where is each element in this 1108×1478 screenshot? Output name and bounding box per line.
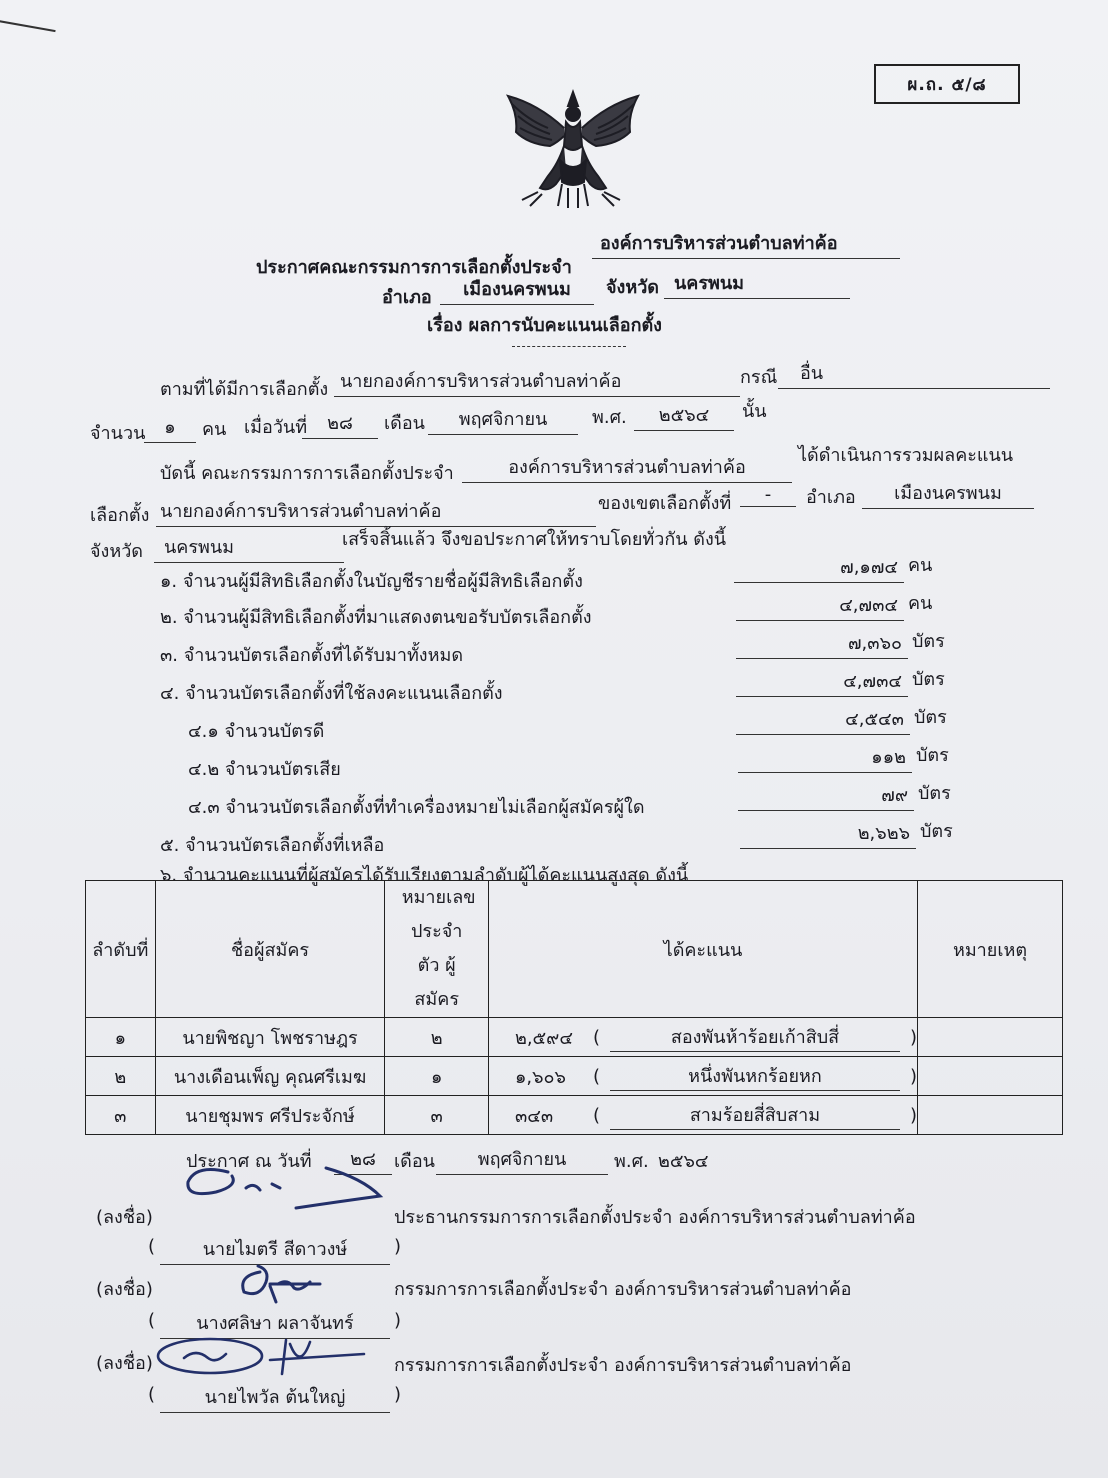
header-district-label: อำเภอ (382, 287, 432, 308)
stat-label-4-3: ๔.๓ จำนวนบัตรเลือกตั้งที่ทำเครื่องหมายไม่เลือกผู้สมัครผู้ใด (188, 797, 645, 818)
sign-title-3: กรรมการการเลือกตั้งประจำ องค์การบริหารส่วนตำบลท่าค้อ (394, 1355, 852, 1376)
paren-close: ) (909, 1104, 918, 1126)
paren-open: ( (148, 1310, 156, 1331)
stat-unit-4: บัตร (912, 669, 945, 690)
row-rank: ๒ (86, 1057, 156, 1096)
intro-p3-prefix: เลือกตั้ง (90, 505, 150, 526)
intro-month: พฤศจิกายน (428, 404, 578, 435)
table-row (86, 1018, 1063, 1057)
intro-month-label: เดือน (384, 413, 425, 434)
stat-label-1: ๑. จำนวนผู้มีสิทธิเลือกตั้งในบัญชีรายชื่อผู้มีสิทธิเลือกตั้ง (160, 571, 583, 592)
announce-year-label: พ.ศ. (614, 1151, 649, 1172)
row-rank: ๑ (86, 1018, 156, 1057)
header-district-value: เมืองนครพนม (440, 274, 594, 305)
subject-divider (512, 346, 626, 347)
intro-district-value: เมืองนครพนม (862, 478, 1034, 509)
paren-open: ( (148, 1384, 156, 1405)
intro-zone-label: ของเขตเลือกตั้งที่ (598, 493, 732, 514)
signer-name-1: นายไมตรี สีดาวงษ์ (160, 1234, 390, 1265)
header-province-label: จังหวัด (606, 277, 659, 298)
row-note (918, 1057, 1063, 1096)
stat-unit-5: บัตร (920, 821, 953, 842)
paren-close: ) (394, 1236, 402, 1257)
form-code-box: ผ.ถ. ๕/๘ (874, 64, 1020, 104)
header-org-value: องค์การบริหารส่วนตำบลท่าค้อ (592, 228, 900, 259)
paren-close: ) (394, 1384, 402, 1405)
stat-value-2: ๔,๗๓๔ (736, 590, 904, 621)
table-row (86, 1096, 1063, 1135)
stat-label-2: ๒. จำนวนผู้มีสิทธิเลือกตั้งที่มาแสดงตนขอรับบัตรเลือกตั้ง (160, 607, 592, 628)
intro-count-value: ๑ (144, 412, 196, 443)
intro-p2-suffix: ได้ดำเนินการรวมผลคะแนน (798, 445, 1014, 466)
intro-year-label: พ.ศ. (592, 407, 627, 428)
stat-unit-3: บัตร (912, 631, 945, 652)
signer-name-2: นางศลิษา ผลาจันทร์ (160, 1308, 390, 1339)
paren-open: ( (592, 1026, 600, 1048)
intro-p3-position: นายกองค์การบริหารส่วนตำบลท่าค้อ (156, 496, 596, 527)
stat-value-4-3: ๗๙ (738, 780, 914, 811)
intro-case-label: กรณี (740, 367, 778, 388)
col-header-number-text: หมายเลข ประจำตัว ผู้สมัคร (401, 887, 476, 1010)
stat-unit-4-3: บัตร (918, 783, 951, 804)
intro-that: นั้น (742, 401, 767, 422)
paren-open: ( (592, 1065, 600, 1087)
item6-label: ๖. จำนวนคะแนนที่ผู้สมัครได้รับเรียงตามลำดับผู้ได้คะแนนสูงสุด ดังนี้ (160, 865, 689, 886)
header-province-value: นครพนม (664, 268, 850, 299)
intro-p2-prefix: บัดนี้ คณะกรรมการการเลือกตั้งประจำ (160, 463, 454, 484)
stat-unit-2: คน (908, 593, 933, 614)
row-candidate-name: นายชุมพร ศรีประจักษ์ (155, 1096, 385, 1135)
stat-label-4-1: ๔.๑ จำนวนบัตรดี (188, 721, 325, 742)
header-line1-prefix: ประกาศคณะกรรมการการเลือกตั้งประจำ (256, 257, 572, 278)
sign-title-1: ประธานกรรมการการเลือกตั้งประจำ องค์การบริหารส่วนตำบลท่าค้อ (394, 1207, 916, 1228)
stat-value-4: ๔,๗๓๔ (736, 666, 908, 697)
row-votes: ๓๔๓ (514, 1105, 554, 1127)
paren-close: ) (394, 1310, 402, 1331)
stat-value-4-2: ๑๑๒ (738, 742, 912, 773)
col-header-number (385, 881, 489, 1018)
intro-count-label: จำนวน (90, 423, 146, 444)
row-votes: ๑,๖๐๖ (514, 1066, 566, 1088)
row-votes-cell (488, 1018, 917, 1057)
paren-close: ) (909, 1065, 918, 1087)
row-candidate-number: ๑ (385, 1057, 489, 1096)
row-candidate-number: ๓ (385, 1096, 489, 1135)
col-header-votes: ได้คะแนน (488, 881, 917, 1018)
intro-province-value: นครพนม (154, 532, 344, 563)
sign-title-2: กรรมการการเลือกตั้งประจำ องค์การบริหารส่วนตำบลท่าค้อ (394, 1279, 852, 1300)
stat-value-3: ๗,๓๖๐ (736, 628, 908, 659)
row-votes-words: สองพันห้าร้อยเก้าสิบสี่ (610, 1022, 900, 1052)
intro-person-label: คน (202, 419, 227, 440)
intro-p4-suffix: เสร็จสิ้นแล้ว จึงขอประกาศให้ทราบโดยทั่วกัน ดังนี้ (342, 529, 727, 550)
document-subject: เรื่อง ผลการนับคะแนนเลือกตั้ง (427, 315, 662, 336)
row-votes-words: หนึ่งพันหกร้อยหก (610, 1061, 900, 1091)
results-table (85, 880, 1063, 1135)
col-header-name: ชื่อผู้สมัคร (155, 881, 385, 1018)
stat-unit-4-1: บัตร (914, 707, 947, 728)
col-header-rank: ลำดับที่ (86, 881, 156, 1018)
intro-position: นายกองค์การบริหารส่วนตำบลท่าค้อ (334, 366, 740, 397)
stat-unit-4-2: บัตร (916, 745, 949, 766)
intro-p2-org: องค์การบริหารส่วนตำบลท่าค้อ (462, 452, 792, 483)
garuda-emblem (498, 84, 648, 214)
sign-label-2: (ลงชื่อ) (96, 1279, 153, 1300)
intro-day: ๒๘ (302, 408, 378, 439)
paren-close: ) (909, 1026, 918, 1048)
intro-province-label: จังหวัด (90, 541, 143, 562)
paren-open: ( (592, 1104, 600, 1126)
row-votes-words: สามร้อยสี่สิบสาม (610, 1100, 900, 1130)
signature-3 (150, 1330, 370, 1384)
paren-open: ( (148, 1236, 156, 1257)
row-candidate-number: ๒ (385, 1018, 489, 1057)
row-candidate-name: นางเดือนเพ็ญ คุณศรีเมฆ (155, 1057, 385, 1096)
sign-label-3: (ลงชื่อ) (96, 1353, 153, 1374)
corner-mark (0, 0, 59, 32)
stat-value-1: ๗,๑๗๔ (734, 552, 904, 583)
signature-2 (230, 1262, 340, 1310)
announce-day: ๒๘ (334, 1144, 392, 1175)
stat-label-4: ๔. จำนวนบัตรเลือกตั้งที่ใช้ลงคะแนนเลือกตั้ง (160, 683, 503, 704)
intro-date-label: เมื่อวันที่ (244, 417, 308, 438)
row-note (918, 1018, 1063, 1057)
intro-case-value: อื่น (778, 358, 1050, 389)
col-header-note: หมายเหตุ (918, 881, 1063, 1018)
announce-month: พฤศจิกายน (436, 1144, 608, 1175)
stat-label-3: ๓. จำนวนบัตรเลือกตั้งที่ได้รับมาทั้งหมด (160, 645, 464, 666)
row-note (918, 1096, 1063, 1135)
sign-label-1: (ลงชื่อ) (96, 1207, 153, 1228)
row-votes: ๒,๕๙๔ (514, 1027, 573, 1049)
row-votes-cell (488, 1057, 917, 1096)
intro-year: ๒๕๖๔ (634, 400, 734, 431)
stat-value-5: ๒,๖๒๖ (740, 818, 916, 849)
announce-year: ๒๕๖๔ (658, 1151, 709, 1172)
stat-value-4-1: ๔,๕๔๓ (736, 704, 910, 735)
signer-name-3: นายไพวัล ต้นใหญ่ (160, 1382, 390, 1413)
intro-zone-value: - (740, 484, 796, 507)
signature-1 (176, 1158, 396, 1214)
row-rank: ๓ (86, 1096, 156, 1135)
intro-p1-prefix: ตามที่ได้มีการเลือกตั้ง (160, 379, 329, 400)
announce-month-label: เดือน (394, 1151, 435, 1172)
table-header-row (86, 881, 1063, 1018)
row-candidate-name: นายพิชญา โพชราษฎร (155, 1018, 385, 1057)
announce-prefix: ประกาศ ณ วันที่ (186, 1151, 312, 1172)
stat-unit-1: คน (908, 555, 933, 576)
stat-label-4-2: ๔.๒ จำนวนบัตรเสีย (188, 759, 341, 780)
row-votes-cell (488, 1096, 917, 1135)
intro-district-label: อำเภอ (806, 487, 856, 508)
table-row (86, 1057, 1063, 1096)
stat-label-5: ๕. จำนวนบัตรเลือกตั้งที่เหลือ (160, 835, 385, 856)
